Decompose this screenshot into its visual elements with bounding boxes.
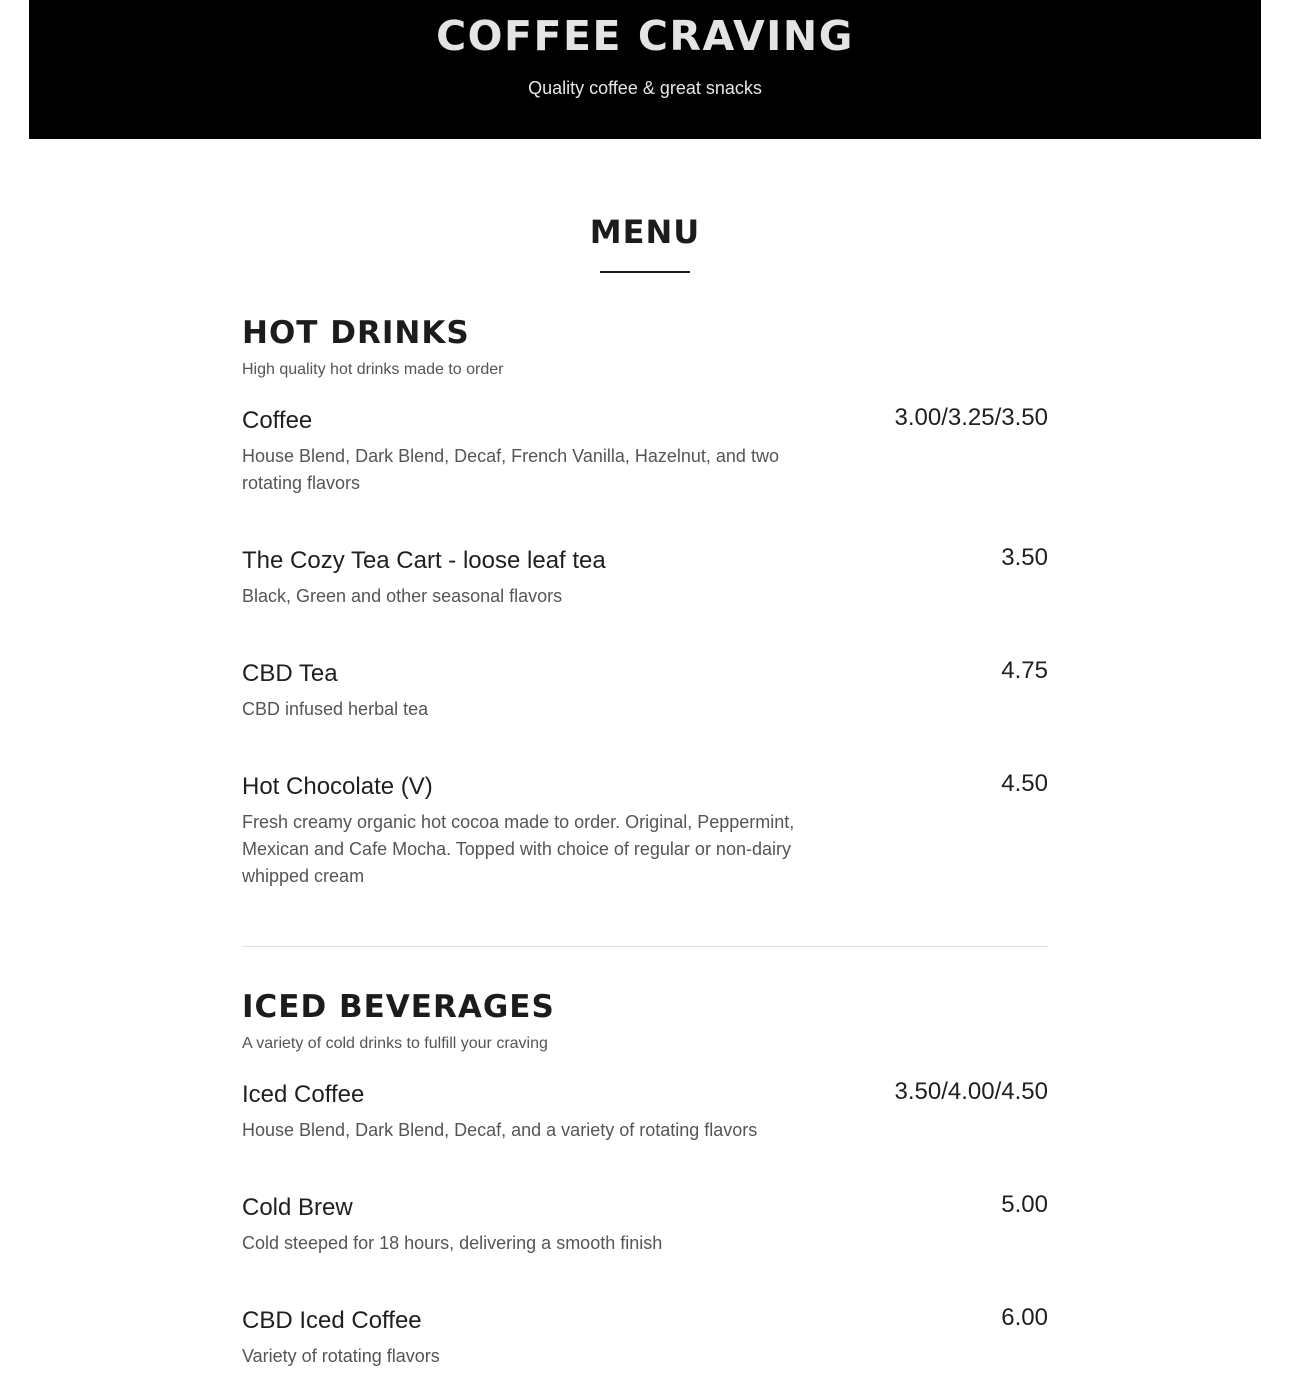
item-name: The Cozy Tea Cart - loose leaf tea (242, 547, 606, 574)
item-price: 3.50/4.00/4.50 (894, 1078, 1048, 1105)
item-description: Black, Green and other seasonal flavors (242, 586, 563, 606)
menu-heading: MENU (589, 213, 701, 251)
item-name: Hot Chocolate (V) (242, 773, 433, 800)
item-price: 4.50 (1001, 770, 1048, 797)
menu-heading-underline (600, 271, 690, 273)
item-price: 3.50 (1001, 544, 1048, 571)
section-divider (242, 946, 1048, 947)
item-price: 3.00/3.25/3.50 (894, 404, 1048, 431)
section-title: HOT DRINKS (242, 315, 470, 351)
section-description: High quality hot drinks made to order (242, 361, 504, 378)
site-title: COFFEE CRAVING (436, 12, 854, 60)
item-name: Iced Coffee (242, 1081, 365, 1108)
item-price: 4.75 (1001, 657, 1048, 684)
item-description: Cold steeped for 18 hours, delivering a smooth finish (242, 1233, 663, 1253)
item-description: House Blend, Dark Blend, Decaf, French Vanilla, Hazelnut, and two rotating flavors (242, 446, 779, 493)
section-description: A variety of cold drinks to fulfill your craving (242, 1035, 548, 1052)
item-price: 6.00 (1001, 1304, 1048, 1331)
item-description: Fresh creamy organic hot cocoa made to order. Original, Peppermint, Mexican and Cafe Mocha. Topped with choice of regular or non-dairy whipped cream (242, 812, 795, 886)
item-name: CBD Iced Coffee (242, 1307, 422, 1334)
item-name: CBD Tea (242, 660, 338, 687)
item-description: Variety of rotating flavors (242, 1346, 440, 1366)
site-tagline: Quality coffee & great snacks (528, 78, 762, 98)
item-description: CBD infused herbal tea (242, 699, 429, 719)
section-title: ICED BEVERAGES (242, 989, 555, 1025)
item-name: Coffee (242, 407, 313, 434)
item-name: Cold Brew (242, 1194, 353, 1221)
site-header (29, 0, 1261, 139)
item-price: 5.00 (1001, 1191, 1048, 1218)
item-description: House Blend, Dark Blend, Decaf, and a variety of rotating flavors (242, 1120, 758, 1140)
